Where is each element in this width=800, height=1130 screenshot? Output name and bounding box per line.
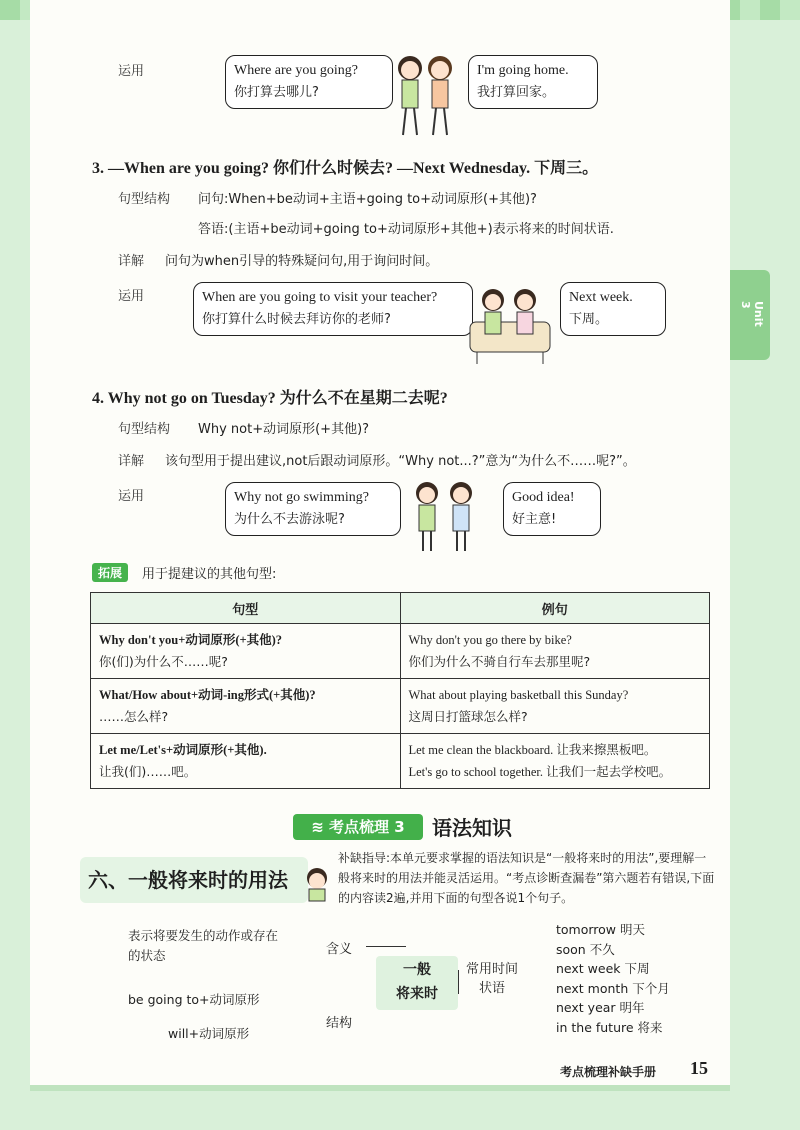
- list-item: tomorrow 明天: [556, 922, 646, 937]
- speech-bubble-right-4: [503, 482, 601, 536]
- time-connector: [458, 970, 459, 994]
- example-line-2: Let's go to school together. 让我们一起去学校吧。: [408, 765, 672, 779]
- table-header-row: [91, 593, 710, 624]
- table-header-pattern: 句型: [91, 593, 401, 624]
- usage-label-1: 运用: [118, 64, 145, 79]
- unit-side-tab-label: Unit 3: [739, 301, 765, 327]
- speech-bubble-left-1: [225, 55, 393, 109]
- item4-structure-label: 句型结构: [118, 422, 171, 437]
- time-label: [466, 958, 518, 996]
- pattern-zh: ……怎么样?: [99, 709, 169, 724]
- item3-structure-label: 句型结构: [118, 192, 171, 207]
- table-header-example: 例句: [400, 593, 710, 624]
- expand-intro: 用于提建议的其他句型:: [142, 567, 277, 582]
- item3-structure-answer: 答语:(主语+be动词+going to+动词原形+其他+)表示将来的时间状语.: [198, 222, 614, 237]
- time-label-line-2: 状语: [479, 981, 506, 996]
- list-item: soon 不久: [556, 941, 615, 957]
- item4-structure: Why not+动词原形(+其他)?: [198, 422, 370, 437]
- list-item: in the future 将来: [556, 1019, 663, 1035]
- structure-text-2: will+动词原形: [168, 1026, 250, 1041]
- future-tense-line-1: 一般: [403, 962, 431, 978]
- example-line-1: Let me clean the blackboard. 让我来擦黑板吧。: [408, 743, 657, 757]
- pattern-en: What/How about+动词-ing形式(+其他)?: [99, 688, 316, 702]
- bubble-text-en: I'm going home.: [477, 63, 569, 78]
- bubble-text-zh: 下周。: [569, 312, 609, 327]
- table-row: [91, 734, 710, 789]
- table-row: [91, 624, 710, 679]
- time-label-line-1: 常用时间: [466, 962, 519, 977]
- example-line-2: 这周日打篮球怎么样?: [408, 709, 528, 724]
- item3-structure-question: 问句:When+be动词+主语+going to+动词原形(+其他)?: [198, 192, 537, 207]
- speech-bubble-left-3: [193, 282, 473, 336]
- pattern-zh: 让我(们)……吧。: [99, 764, 197, 779]
- bubble-text-en: When are you going to visit your teacher?: [202, 290, 438, 305]
- usage-label-4: 运用: [118, 489, 145, 504]
- item4-explain: 该句型用于提出建议,not后跟动词原形。“Why not...?”意为“为什么不……呢?”。: [165, 454, 636, 469]
- structure-text-1: be going to+动词原形: [128, 992, 260, 1007]
- item4-heading: 4. Why not go on Tuesday? 为什么不在星期二去呢?: [92, 390, 448, 407]
- suggestion-pattern-table: [90, 592, 710, 789]
- page-number: 15: [690, 1058, 708, 1078]
- bubble-text-zh: 为什么不去游泳呢?: [234, 512, 345, 527]
- time-adverb-list: [556, 920, 670, 1037]
- bubble-text-en: Where are you going?: [234, 63, 358, 78]
- speech-bubble-left-4: [225, 482, 401, 536]
- bubble-text-zh: 你打算去哪儿?: [234, 85, 319, 100]
- pattern-zh: 你(们)为什么不……呢?: [99, 654, 228, 669]
- girls-illustration: [385, 50, 465, 140]
- grammar-heading: 六、一般将来时的用法: [80, 857, 308, 903]
- future-tense-line-2: 将来时: [396, 986, 438, 1002]
- expand-tag: 拓展: [92, 563, 128, 582]
- table-row: [91, 679, 710, 734]
- bubble-text-en: Good idea!: [512, 490, 575, 505]
- section-banner: ≋ 考点梳理 3: [293, 814, 423, 840]
- unit-side-tab[interactable]: [730, 270, 770, 360]
- item3-explain-label: 详解: [118, 254, 145, 269]
- example-line-1: Why don't you go there by bike?: [408, 633, 572, 647]
- bubble-text-en: Why not go swimming?: [234, 490, 369, 505]
- item3-explain: 问句为when引导的特殊疑问句,用于询问时间。: [165, 254, 439, 269]
- bubble-text-zh: 我打算回家。: [477, 85, 556, 100]
- list-item: next year 明年: [556, 1000, 645, 1015]
- bubble-text-zh: 好主意!: [512, 512, 557, 527]
- pattern-en: Why don't you+动词原形(+其他)?: [99, 633, 283, 647]
- boy-avatar-icon: [300, 866, 334, 902]
- example-line-1: What about playing basketball this Sunday?: [408, 688, 629, 702]
- bubble-text-zh: 你打算什么时候去拜访你的老师?: [202, 312, 391, 327]
- sitting-kids-illustration: [465, 282, 555, 367]
- usage-label-3: 运用: [118, 289, 145, 304]
- example-line-2: 你们为什么不骑自行车去那里呢?: [408, 654, 591, 669]
- pattern-en: Let me/Let's+动词原形(+其他).: [99, 743, 267, 757]
- meaning-connector: [366, 946, 406, 947]
- item3-heading: 3. —When are you going? 你们什么时候去? —Next Wednesday. 下周三。: [92, 160, 599, 177]
- bubble-text-en: Next week.: [569, 290, 633, 305]
- item4-explain-label: 详解: [118, 454, 145, 469]
- speech-bubble-right-3: [560, 282, 666, 336]
- structure-label: 结构: [326, 1016, 353, 1031]
- section-title: 语法知识: [432, 816, 512, 840]
- future-tense-box: [376, 956, 458, 1010]
- footer-text: 考点梳理补缺手册: [560, 1065, 657, 1079]
- boys-illustration: [405, 475, 485, 555]
- grammar-note: 补缺指导:本单元要求掌握的语法知识是“一般将来时的用法”,要理解一般将来时的用法并能灵活运用。“考点诊断查漏卷”第六题若有错误,下面的内容读2遍,并用下面的句型各说1个句子。: [338, 851, 715, 905]
- speech-bubble-right-1: [468, 55, 598, 109]
- meaning-text: 表示将要发生的动作或存在的状态: [128, 928, 279, 963]
- list-item: next month 下个月: [556, 980, 670, 996]
- list-item: next week 下周: [556, 961, 650, 976]
- meaning-label: 含义: [326, 942, 353, 957]
